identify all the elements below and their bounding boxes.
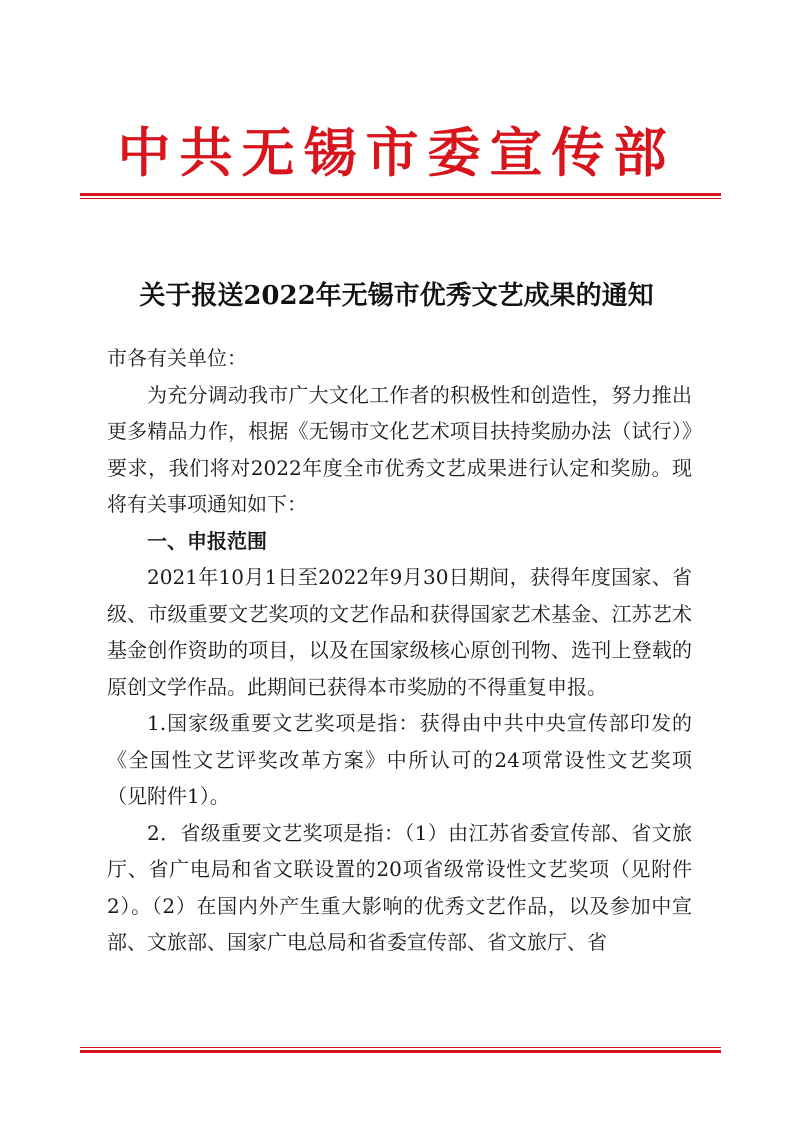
header-divider bbox=[80, 193, 721, 199]
document-body bbox=[107, 340, 692, 961]
issuer-masthead: 中共无锡市委宣传部 bbox=[117, 122, 676, 184]
salutation: 市各有关单位： bbox=[107, 346, 247, 370]
document-title: 关于报送2022年无锡市优秀文艺成果的通知 bbox=[139, 281, 654, 311]
section-heading: 一、申报范围 bbox=[147, 528, 267, 553]
scope-paragraph: 2021年10月1日至2022年9月30日期间，获得年度国家、省级、市级重要文艺奖项的文艺作品和获得国家艺术基金、江苏艺术基金创作资助的项目，以及在国家级核心原创刊物、选刊上登载的原创文学作品。此期间已获得本市奖励的不得重复申报。 bbox=[107, 565, 692, 699]
national-awards-paragraph: 1.国家级重要文艺奖项是指：获得由中共中央宣传部印发的《全国性文艺评奖改革方案》中所认可的24项常设性文艺奖项（见附件1）。 bbox=[107, 711, 692, 808]
provincial-awards-paragraph: 2．省级重要文艺奖项是指：（1）由江苏省委宣传部、省文旅厅、省广电局和省文联设置的20项省级常设性文艺奖项（见附件2）。（2）在国内外产生重大影响的优秀文艺作品，以及参加中宣部、文旅部、国家广电总局和省委宣传部、省文旅厅、省 bbox=[107, 820, 692, 954]
intro-paragraph: 为充分调动我市广大文化工作者的积极性和创造性，努力推出更多精品力作，根据《无锡市文化艺术项目扶持奖励办法（试行）》要求，我们将对2022年度全市优秀文艺成果进行认定和奖励。现将有关事项通知如下： bbox=[107, 382, 692, 516]
footer-divider bbox=[80, 1047, 721, 1053]
